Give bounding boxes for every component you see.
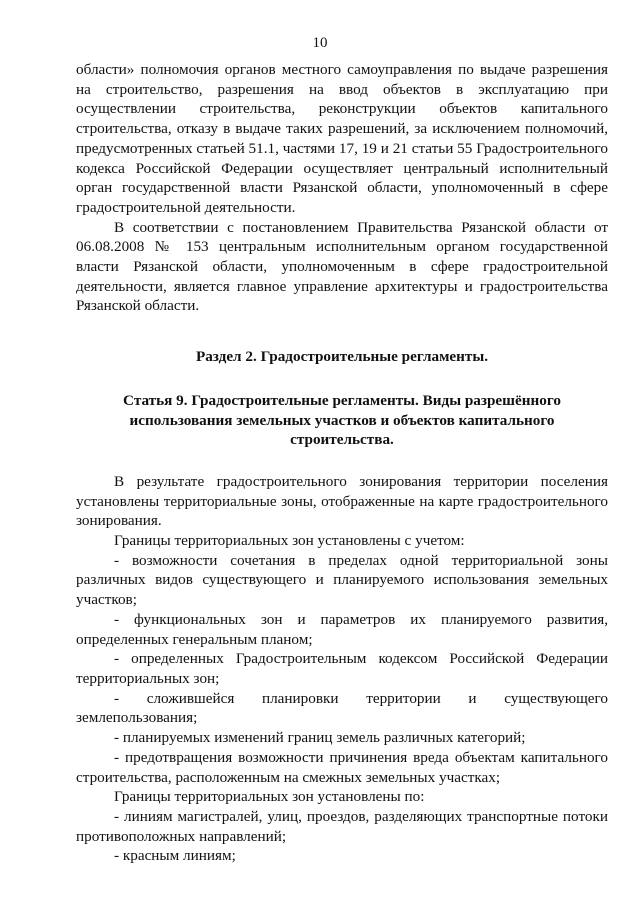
list-item: - сложившейся планировки территории и существующего землепользования;: [76, 689, 608, 727]
page-number: 10: [312, 35, 328, 51]
paragraph: В соответствии с постановлением Правительства Рязанской области от 06.08.2008 № 153 центральным исполнительным органом государственной власти Рязанской области, уполномоченным в сфере градостроительной деятельности, является главное управление архитектуры и градостроительства Рязанской области.: [76, 218, 608, 315]
list-item: - определенных Градостроительным кодексом Российской Федерации территориальных зон;: [76, 650, 608, 687]
paragraph: В результате градостроительного зонирования территории поселения установлены территориальные зоны, отображенные на карте градостроительного зонирования.: [76, 472, 608, 530]
list-item: - планируемых изменений границ земель различных категорий;: [114, 729, 526, 747]
list-item: - возможности сочетания в пределах одной территориальной зоны различных видов существующего и планируемого использования земельных участков;: [76, 551, 608, 609]
paragraph: Границы территориальных зон установлены по:: [114, 788, 425, 806]
list-item: - предотвращения возможности причинения вреда объектам капитального строительства, расположенным на смежных земельных участках;: [76, 748, 608, 786]
section-heading: Раздел 2. Градостроительные регламенты.: [195, 348, 489, 366]
list-item: - красным линиям;: [114, 847, 236, 865]
paragraph: области» полномочия органов местного самоуправления по выдаче разрешения на строительство, разрешения на ввод объектов в эксплуатацию при осуществлении строительства, реконструкции объектов капитального строительства, отказу в выдаче таких разрешений, за исключением полномочий, предусмотренных статьей 51.1, частями 17, 19 и 21 статьи 55 Градостроительного кодекса Российской Федерации осуществляет центральный исполнительный орган государственной власти Рязанской области, уполномоченный в сфере градостроительной деятельности.: [76, 61, 608, 216]
list-item: - функциональных зон и параметров их планируемого развития, определенных генеральным планом;: [76, 610, 608, 648]
list-item: - линиям магистралей, улиц, проездов, разделяющих транспортные потоки противоположных направлений;: [76, 807, 608, 845]
paragraph: Границы территориальных зон установлены с учетом:: [114, 532, 465, 550]
spacer: [76, 316, 608, 347]
article-heading: Статья 9. Градостроительные регламенты. Виды разрешённого использования земельных участков и объектов капитального строительства.: [123, 391, 561, 449]
spacer: [76, 367, 608, 391]
spacer: [76, 450, 608, 472]
document-body: [76, 60, 608, 866]
